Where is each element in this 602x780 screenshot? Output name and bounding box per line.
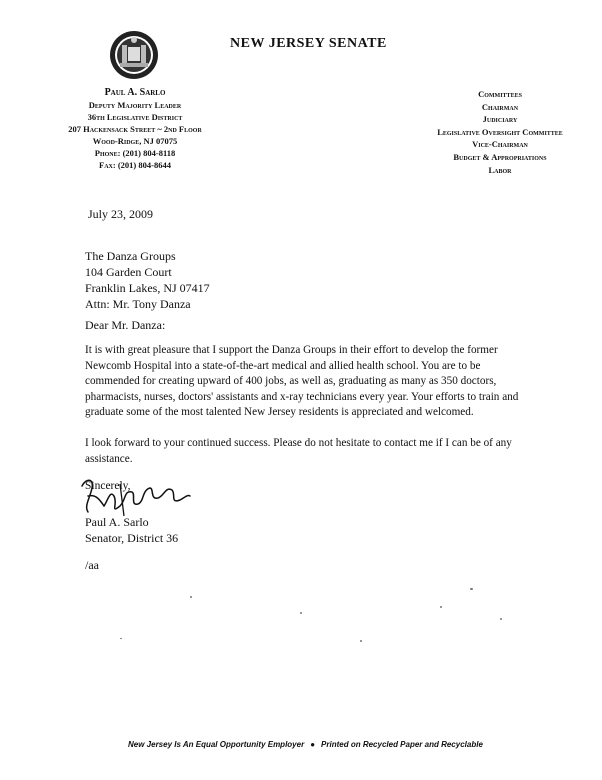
recipient-line: Franklin Lakes, NJ 07417 — [85, 281, 210, 295]
footer-separator: ● — [310, 740, 316, 749]
scan-speck — [500, 618, 502, 620]
typist-initials: /aa — [85, 558, 99, 572]
sender-line: 207 Hackensack Street ~ 2nd Floor — [68, 124, 202, 134]
sender-line: Wood-Ridge, NJ 07075 — [92, 136, 178, 146]
senate-title: NEW JERSEY SENATE — [230, 36, 387, 51]
salutation: Dear Mr. Danza: — [85, 318, 166, 332]
scan-speck — [300, 612, 302, 614]
committee-line: Judiciary — [482, 114, 518, 125]
signer-name: Paul A. Sarlo — [85, 515, 149, 529]
sender-block — [40, 87, 230, 171]
committee-line: Budget & Appropriations — [453, 151, 547, 162]
committee-line: Chairman — [481, 101, 519, 112]
footer — [128, 740, 483, 749]
sender-line: Phone: (201) 804-8118 — [94, 148, 176, 158]
body-paragraph: I look forward to your continued success. Please do not hesitate to contact me if I can be of any assistance. — [85, 437, 512, 465]
scan-speck — [440, 606, 442, 608]
committee-line: Labor — [488, 164, 512, 175]
scan-speck — [470, 588, 473, 590]
closing: Sincerely, — [85, 480, 131, 492]
footer-left: New Jersey Is An Equal Opportunity Employer — [128, 740, 305, 749]
footer-right: Printed on Recycled Paper and Recyclable — [321, 740, 483, 749]
recipient-line: Attn: Mr. Tony Danza — [85, 297, 191, 311]
committees-block — [400, 88, 600, 176]
letter-date: July 23, 2009 — [88, 207, 154, 221]
scan-speck — [360, 640, 362, 642]
signer-title: Senator, District 36 — [85, 531, 179, 545]
committee-line: Vice-Chairman — [472, 139, 528, 150]
state-seal-icon — [108, 27, 160, 83]
recipient-line: The Danza Groups — [85, 249, 176, 263]
body-paragraph: It is with great pleasure that I support the Danza Groups in their effort to develop the former Newcomb Hospital into a state-of-the-art medical and allied health school. You are to be commended for creating upward of 400 jobs, as well as, graduating as many as 350 doctors, pharmacists, nurses, doctors' assistants and x-ray technicians every year. Your efforts to train and graduate some of the most talented New Jersey residents is appreciated and welcomed. — [85, 344, 519, 418]
recipient-address — [85, 248, 210, 312]
committee-line: Legislative Oversight Committee — [437, 126, 563, 137]
signer-block — [85, 514, 178, 546]
scan-speck — [190, 596, 192, 598]
sender-line: 36th Legislative District — [87, 112, 183, 122]
recipient-line: 104 Garden Court — [85, 265, 172, 279]
sender-name: Paul A. Sarlo — [104, 87, 166, 98]
sender-line: Deputy Majority Leader — [88, 100, 182, 110]
committee-line: Committees — [478, 89, 522, 99]
scan-speck — [120, 638, 122, 639]
sender-line: Fax: (201) 804-8644 — [99, 160, 171, 170]
